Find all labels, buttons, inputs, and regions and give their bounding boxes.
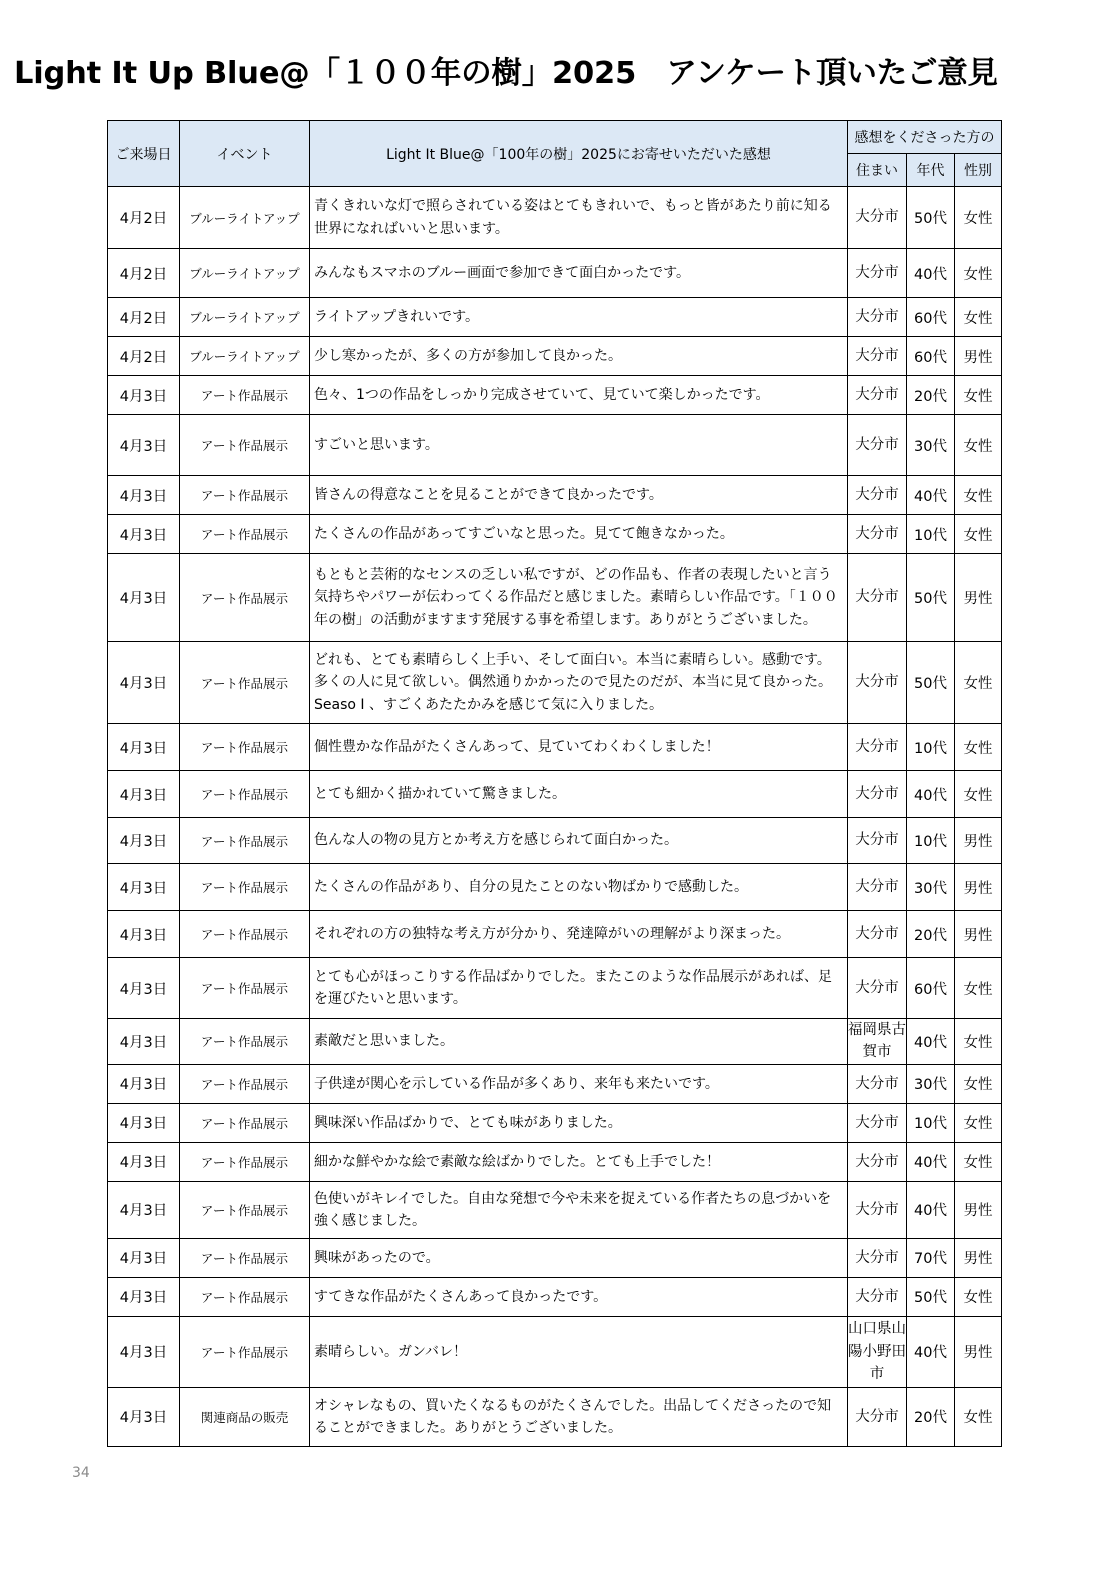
event-cell: アート作品展示 — [180, 818, 310, 864]
event-cell: アート作品展示 — [180, 1142, 310, 1181]
date-cell: 4月2日 — [108, 249, 180, 298]
comment-cell: ライトアップきれいです。 — [310, 298, 848, 337]
comment-cell: 素敵だと思いました。 — [310, 1019, 848, 1065]
event-cell: アート作品展示 — [180, 376, 310, 415]
age-cell: 20代 — [907, 376, 955, 415]
date-cell: 4月3日 — [108, 1064, 180, 1103]
event-cell: アート作品展示 — [180, 911, 310, 958]
comment-cell: とても心がほっこりする作品ばかりでした。またこのような作品展示があれば、足を運びたいと思います。 — [310, 958, 848, 1019]
event-cell: アート作品展示 — [180, 554, 310, 642]
comment-cell: 子供達が関心を示している作品が多くあり、来年も来たいです。 — [310, 1064, 848, 1103]
table-row — [108, 818, 1002, 864]
residence-cell: 大分市 — [848, 818, 907, 864]
event-cell: ブルーライトアップ — [180, 249, 310, 298]
event-cell: アート作品展示 — [180, 771, 310, 818]
event-cell: アート作品展示 — [180, 724, 310, 771]
gender-cell: 女性 — [955, 415, 1002, 476]
table-row — [108, 298, 1002, 337]
age-cell: 40代 — [907, 1181, 955, 1238]
age-cell: 30代 — [907, 415, 955, 476]
residence-cell: 大分市 — [848, 724, 907, 771]
event-cell: アート作品展示 — [180, 642, 310, 724]
gender-cell: 男性 — [955, 1316, 1002, 1387]
table-row — [108, 1277, 1002, 1316]
residence-cell: 大分市 — [848, 958, 907, 1019]
date-cell: 4月3日 — [108, 642, 180, 724]
gender-cell: 女性 — [955, 1103, 1002, 1142]
residence-cell: 山口県山陽小野田市 — [848, 1316, 907, 1387]
comment-cell: 興味深い作品ばかりで、とても味がありました。 — [310, 1103, 848, 1142]
header-event: イベント — [180, 121, 310, 187]
residence-cell: 大分市 — [848, 476, 907, 515]
age-cell: 60代 — [907, 958, 955, 1019]
residence-cell: 大分市 — [848, 864, 907, 911]
residence-cell: 大分市 — [848, 1387, 907, 1446]
gender-cell: 女性 — [955, 476, 1002, 515]
gender-cell: 女性 — [955, 1019, 1002, 1065]
table-row — [108, 1019, 1002, 1065]
residence-cell: 大分市 — [848, 1181, 907, 1238]
event-cell: アート作品展示 — [180, 1064, 310, 1103]
comment-cell: もともと芸術的なセンスの乏しい私ですが、どの作品も、作者の表現したいと言う気持ちやパワーが伝わってくる作品だと感じました。素晴らしい作品です。「１００年の樹」の活動がますます発展する事を希望します。ありがとうございました。 — [310, 554, 848, 642]
event-cell: アート作品展示 — [180, 1238, 310, 1277]
date-cell: 4月3日 — [108, 376, 180, 415]
table-row — [108, 1142, 1002, 1181]
date-cell: 4月3日 — [108, 958, 180, 1019]
table-row — [108, 642, 1002, 724]
residence-cell: 大分市 — [848, 911, 907, 958]
table-row — [108, 515, 1002, 554]
residence-cell: 大分市 — [848, 771, 907, 818]
header-gender: 性別 — [955, 154, 1002, 187]
age-cell: 70代 — [907, 1238, 955, 1277]
date-cell: 4月3日 — [108, 1142, 180, 1181]
age-cell: 50代 — [907, 187, 955, 249]
header-respondent: 感想をくださった方の — [848, 121, 1002, 154]
gender-cell: 女性 — [955, 249, 1002, 298]
gender-cell: 男性 — [955, 1238, 1002, 1277]
comment-cell: たくさんの作品があってすごいなと思った。見てて飽きなかった。 — [310, 515, 848, 554]
event-cell: アート作品展示 — [180, 1181, 310, 1238]
age-cell: 40代 — [907, 771, 955, 818]
date-cell: 4月3日 — [108, 1019, 180, 1065]
age-cell: 50代 — [907, 554, 955, 642]
table-row — [108, 958, 1002, 1019]
event-cell: アート作品展示 — [180, 1103, 310, 1142]
event-cell: 関連商品の販売 — [180, 1387, 310, 1446]
residence-cell: 大分市 — [848, 376, 907, 415]
table-row — [108, 476, 1002, 515]
date-cell: 4月3日 — [108, 1387, 180, 1446]
event-cell: アート作品展示 — [180, 415, 310, 476]
age-cell: 40代 — [907, 249, 955, 298]
comment-cell: みんなもスマホのブルー画面で参加できて面白かったです。 — [310, 249, 848, 298]
gender-cell: 女性 — [955, 1387, 1002, 1446]
page-number: 34 — [72, 1465, 90, 1481]
table-row — [108, 415, 1002, 476]
table-row — [108, 376, 1002, 415]
event-cell: アート作品展示 — [180, 1316, 310, 1387]
gender-cell: 女性 — [955, 298, 1002, 337]
residence-cell: 大分市 — [848, 642, 907, 724]
residence-cell: 大分市 — [848, 415, 907, 476]
gender-cell: 女性 — [955, 642, 1002, 724]
table-row — [108, 1316, 1002, 1387]
date-cell: 4月3日 — [108, 771, 180, 818]
gender-cell: 男性 — [955, 818, 1002, 864]
event-cell: アート作品展示 — [180, 1019, 310, 1065]
date-cell: 4月3日 — [108, 1238, 180, 1277]
header-residence: 住まい — [848, 154, 907, 187]
header-date: ご来場日 — [108, 121, 180, 187]
header-age: 年代 — [907, 154, 955, 187]
gender-cell: 男性 — [955, 337, 1002, 376]
comment-cell: すてきな作品がたくさんあって良かったです。 — [310, 1277, 848, 1316]
comment-cell: 素晴らしい。ガンバレ！ — [310, 1316, 848, 1387]
comment-cell: たくさんの作品があり、自分の見たことのない物ばかりで感動した。 — [310, 864, 848, 911]
table-row — [108, 1238, 1002, 1277]
residence-cell: 福岡県古賀市 — [848, 1019, 907, 1065]
event-cell: アート作品展示 — [180, 476, 310, 515]
table-body — [108, 187, 1002, 1447]
table-row — [108, 249, 1002, 298]
age-cell: 30代 — [907, 864, 955, 911]
age-cell: 10代 — [907, 515, 955, 554]
date-cell: 4月3日 — [108, 724, 180, 771]
residence-cell: 大分市 — [848, 1277, 907, 1316]
table-row — [108, 554, 1002, 642]
comment-cell: 皆さんの得意なことを見ることができて良かったです。 — [310, 476, 848, 515]
gender-cell: 男性 — [955, 911, 1002, 958]
residence-cell: 大分市 — [848, 249, 907, 298]
gender-cell: 男性 — [955, 554, 1002, 642]
date-cell: 4月3日 — [108, 476, 180, 515]
comment-cell: 青くきれいな灯で照らされている姿はとてもきれいで、もっと皆があたり前に知る世界になればいいと思います。 — [310, 187, 848, 249]
comment-cell: 色々、1つの作品をしっかり完成させていて、見ていて楽しかったです。 — [310, 376, 848, 415]
table-row — [108, 864, 1002, 911]
comment-cell: 興味があったので。 — [310, 1238, 848, 1277]
age-cell: 40代 — [907, 1142, 955, 1181]
gender-cell: 女性 — [955, 958, 1002, 1019]
gender-cell: 女性 — [955, 724, 1002, 771]
survey-table — [107, 120, 1002, 1447]
table-row — [108, 724, 1002, 771]
date-cell: 4月2日 — [108, 337, 180, 376]
residence-cell: 大分市 — [848, 1103, 907, 1142]
gender-cell: 女性 — [955, 771, 1002, 818]
date-cell: 4月3日 — [108, 864, 180, 911]
age-cell: 40代 — [907, 476, 955, 515]
date-cell: 4月3日 — [108, 415, 180, 476]
residence-cell: 大分市 — [848, 187, 907, 249]
gender-cell: 女性 — [955, 1064, 1002, 1103]
gender-cell: 女性 — [955, 1277, 1002, 1316]
comment-cell: どれも、とても素晴らしく上手い、そして面白い。本当に素晴らしい。感動です。多くの人に見て欲しい。偶然通りかかったので見たのだが、本当に見て良かった。Seaso I 、すごくあたたかみを感じて気に入りました。 — [310, 642, 848, 724]
event-cell: ブルーライトアップ — [180, 298, 310, 337]
table-row — [108, 187, 1002, 249]
residence-cell: 大分市 — [848, 298, 907, 337]
age-cell: 30代 — [907, 1064, 955, 1103]
date-cell: 4月2日 — [108, 298, 180, 337]
age-cell: 50代 — [907, 642, 955, 724]
comment-cell: 少し寒かったが、多くの方が参加して良かった。 — [310, 337, 848, 376]
event-cell: アート作品展示 — [180, 864, 310, 911]
table-row — [108, 1181, 1002, 1238]
date-cell: 4月2日 — [108, 187, 180, 249]
gender-cell: 女性 — [955, 187, 1002, 249]
comment-cell: オシャレなもの、買いたくなるものがたくさんでした。出品してくださったので知ることができました。ありがとうございました。 — [310, 1387, 848, 1446]
event-cell: ブルーライトアップ — [180, 337, 310, 376]
residence-cell: 大分市 — [848, 1142, 907, 1181]
date-cell: 4月3日 — [108, 818, 180, 864]
residence-cell: 大分市 — [848, 554, 907, 642]
age-cell: 10代 — [907, 1103, 955, 1142]
age-cell: 10代 — [907, 724, 955, 771]
comment-cell: それぞれの方の独特な考え方が分かり、発達障がいの理解がより深まった。 — [310, 911, 848, 958]
comment-cell: 色使いがキレイでした。自由な発想で今や未来を捉えている作者たちの息づかいを強く感じました。 — [310, 1181, 848, 1238]
age-cell: 60代 — [907, 337, 955, 376]
event-cell: アート作品展示 — [180, 515, 310, 554]
date-cell: 4月3日 — [108, 1103, 180, 1142]
table-row — [108, 1387, 1002, 1446]
table-row — [108, 1103, 1002, 1142]
residence-cell: 大分市 — [848, 1238, 907, 1277]
comment-cell: とても細かく描かれていて驚きました。 — [310, 771, 848, 818]
residence-cell: 大分市 — [848, 1064, 907, 1103]
gender-cell: 女性 — [955, 1142, 1002, 1181]
residence-cell: 大分市 — [848, 337, 907, 376]
comment-cell: すごいと思います。 — [310, 415, 848, 476]
age-cell: 50代 — [907, 1277, 955, 1316]
page-title: Light It Up Blue@「１００年の樹」2025 アンケート頂いたご意見 — [14, 56, 998, 91]
age-cell: 60代 — [907, 298, 955, 337]
date-cell: 4月3日 — [108, 1181, 180, 1238]
gender-cell: 男性 — [955, 1181, 1002, 1238]
table-row — [108, 1064, 1002, 1103]
age-cell: 40代 — [907, 1019, 955, 1065]
comment-cell: 個性豊かな作品がたくさんあって、見ていてわくわくしました！ — [310, 724, 848, 771]
comment-cell: 細かな鮮やかな絵で素敵な絵ばかりでした。とても上手でした！ — [310, 1142, 848, 1181]
residence-cell: 大分市 — [848, 515, 907, 554]
table-row — [108, 911, 1002, 958]
date-cell: 4月3日 — [108, 554, 180, 642]
age-cell: 10代 — [907, 818, 955, 864]
gender-cell: 男性 — [955, 864, 1002, 911]
event-cell: ブルーライトアップ — [180, 187, 310, 249]
gender-cell: 女性 — [955, 376, 1002, 415]
date-cell: 4月3日 — [108, 1316, 180, 1387]
event-cell: アート作品展示 — [180, 958, 310, 1019]
header-comment: Light It Blue@「100年の樹」2025にお寄せいただいた感想 — [310, 121, 848, 187]
table-header — [108, 121, 1002, 187]
date-cell: 4月3日 — [108, 911, 180, 958]
age-cell: 20代 — [907, 1387, 955, 1446]
table-row — [108, 337, 1002, 376]
event-cell: アート作品展示 — [180, 1277, 310, 1316]
comment-cell: 色んな人の物の見方とか考え方を感じられて面白かった。 — [310, 818, 848, 864]
date-cell: 4月3日 — [108, 1277, 180, 1316]
table-row — [108, 771, 1002, 818]
age-cell: 40代 — [907, 1316, 955, 1387]
gender-cell: 女性 — [955, 515, 1002, 554]
date-cell: 4月3日 — [108, 515, 180, 554]
age-cell: 20代 — [907, 911, 955, 958]
